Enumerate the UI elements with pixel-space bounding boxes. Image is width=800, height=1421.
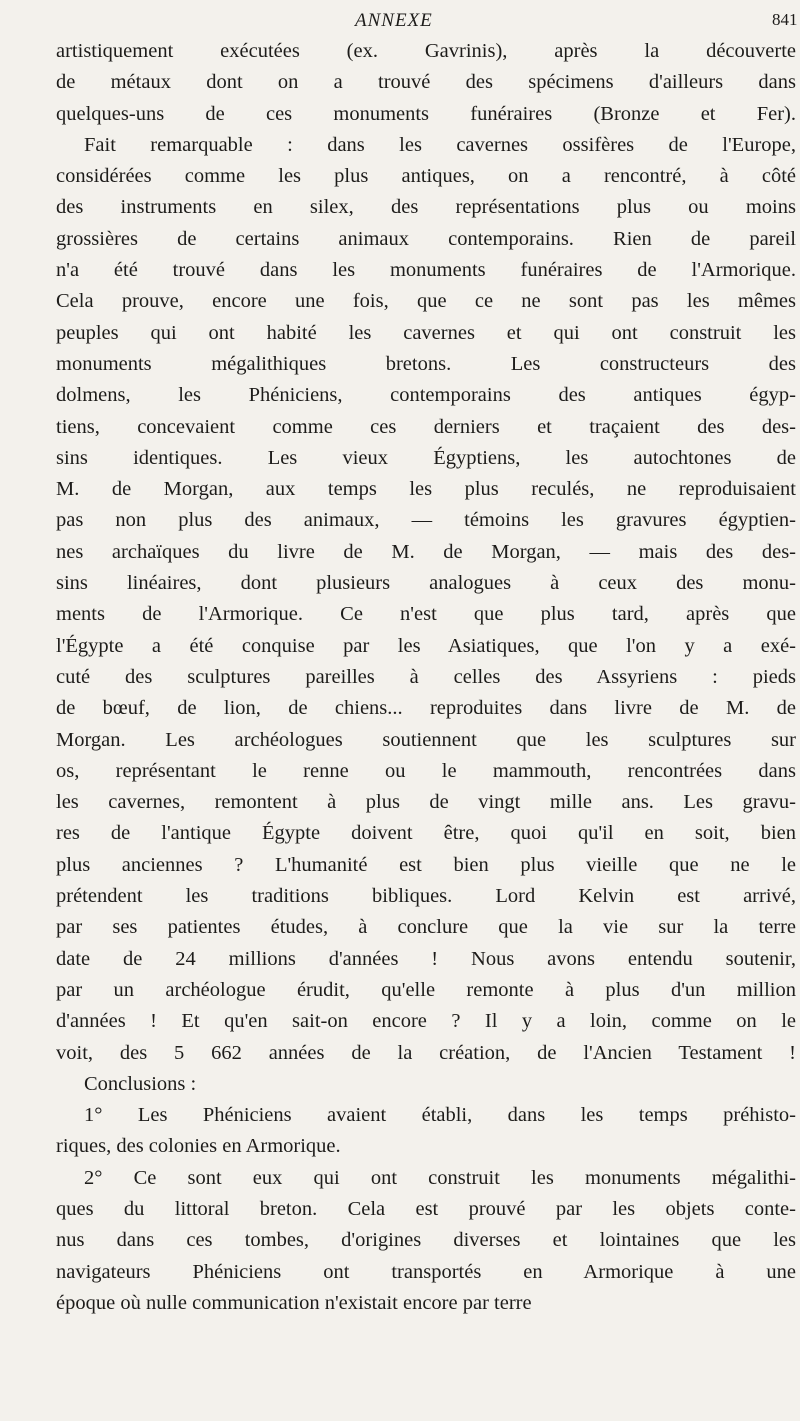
text-line: grossières de certains animaux contemporains. Rien de pareil: [56, 227, 796, 250]
text-line: 1° Les Phéniciens avaient établi, dans les temps préhisto-: [84, 1104, 796, 1127]
text-line: d'années ! Et qu'en sait-on encore ? Il y a loin, comme on le: [56, 1010, 796, 1033]
text-line: Fait remarquable : dans les cavernes ossifères de l'Europe,: [84, 133, 796, 156]
text-line: des instruments en silex, des représentations plus ou moins: [56, 196, 796, 219]
text-line: ments de l'Armorique. Ce n'est que plus tard, après que: [56, 603, 796, 626]
text-line: époque où nulle communication n'existait encore par terre: [56, 1291, 532, 1314]
text-line: les cavernes, remontent à plus de vingt mille ans. Les gravu-: [56, 791, 796, 814]
text-line: nus dans ces tombes, d'origines diverses et lointaines que les: [56, 1229, 796, 1252]
text-line: n'a été trouvé dans les monuments funéraires de l'Armorique.: [56, 259, 796, 282]
text-line: prétendent les traditions bibliques. Lord Kelvin est arrivé,: [56, 885, 796, 908]
text-line: res de l'antique Égypte doivent être, quoi qu'il en soit, bien: [56, 822, 796, 845]
text-line: 2° Ce sont eux qui ont construit les monuments mégalithi-: [84, 1166, 796, 1189]
text-line: monuments mégalithiques bretons. Les constructeurs des: [56, 352, 796, 375]
text-line: tiens, concevaient comme ces derniers et traçaient des des-: [56, 415, 796, 438]
body-text: [56, 36, 796, 1319]
page-number: 841: [772, 10, 798, 29]
text-line: Morgan. Les archéologues soutiennent que les sculptures sur: [56, 728, 796, 751]
text-line: par un archéologue érudit, qu'elle remonte à plus d'un million: [56, 978, 796, 1001]
text-line: cuté des sculptures pareilles à celles des Assyriens : pieds: [56, 665, 796, 688]
text-line: date de 24 millions d'années ! Nous avons entendu soutenir,: [56, 947, 796, 970]
text-line: os, représentant le renne ou le mammouth, rencontrées dans: [56, 759, 796, 782]
text-line: plus anciennes ? L'humanité est bien plus vieille que ne le: [56, 853, 796, 876]
text-line: par ses patientes études, à conclure que la vie sur la terre: [56, 916, 796, 939]
text-line: de bœuf, de lion, de chiens... reproduites dans livre de M. de: [56, 697, 796, 720]
text-line: artistiquement exécutées (ex. Gavrinis), après la découverte: [56, 40, 796, 62]
text-line: voit, des 5 662 années de la création, de l'Ancien Testament !: [56, 1041, 796, 1064]
text-line: nes archaïques du livre de M. de Morgan, — mais des des-: [56, 540, 796, 563]
text-line: dolmens, les Phéniciens, contemporains des antiques égyp-: [56, 384, 796, 407]
text-line: sins identiques. Les vieux Égyptiens, les autochtones de: [56, 446, 796, 469]
text-line: de métaux dont on a trouvé des spécimens d'ailleurs dans: [56, 71, 796, 94]
text-line: M. de Morgan, aux temps les plus reculés, ne reproduisaient: [56, 478, 796, 501]
text-line: Conclusions :: [84, 1072, 197, 1095]
text-line: pas non plus des animaux, — témoins les gravures égyptien-: [56, 509, 796, 532]
text-line: navigateurs Phéniciens ont transportés en Armorique à une: [56, 1260, 796, 1283]
text-line: l'Égypte a été conquise par les Asiatiques, que l'on y a exé-: [56, 634, 796, 657]
text-line: Cela prouve, encore une fois, que ce ne sont pas les mêmes: [56, 290, 796, 313]
text-line: quelques-uns de ces monuments funéraires (Bronze et Fer).: [56, 102, 796, 125]
text-line: sins linéaires, dont plusieurs analogues à ceux des monu-: [56, 572, 796, 595]
text-line: riques, des colonies en Armorique.: [56, 1135, 341, 1158]
text-line: ques du littoral breton. Cela est prouvé par les objets conte-: [56, 1197, 796, 1220]
text-line: considérées comme les plus antiques, on a rencontré, à côté: [56, 165, 796, 188]
running-title: ANNEXE: [355, 10, 433, 31]
running-head: [0, 10, 800, 34]
text-line: peuples qui ont habité les cavernes et qui ont construit les: [56, 321, 796, 344]
